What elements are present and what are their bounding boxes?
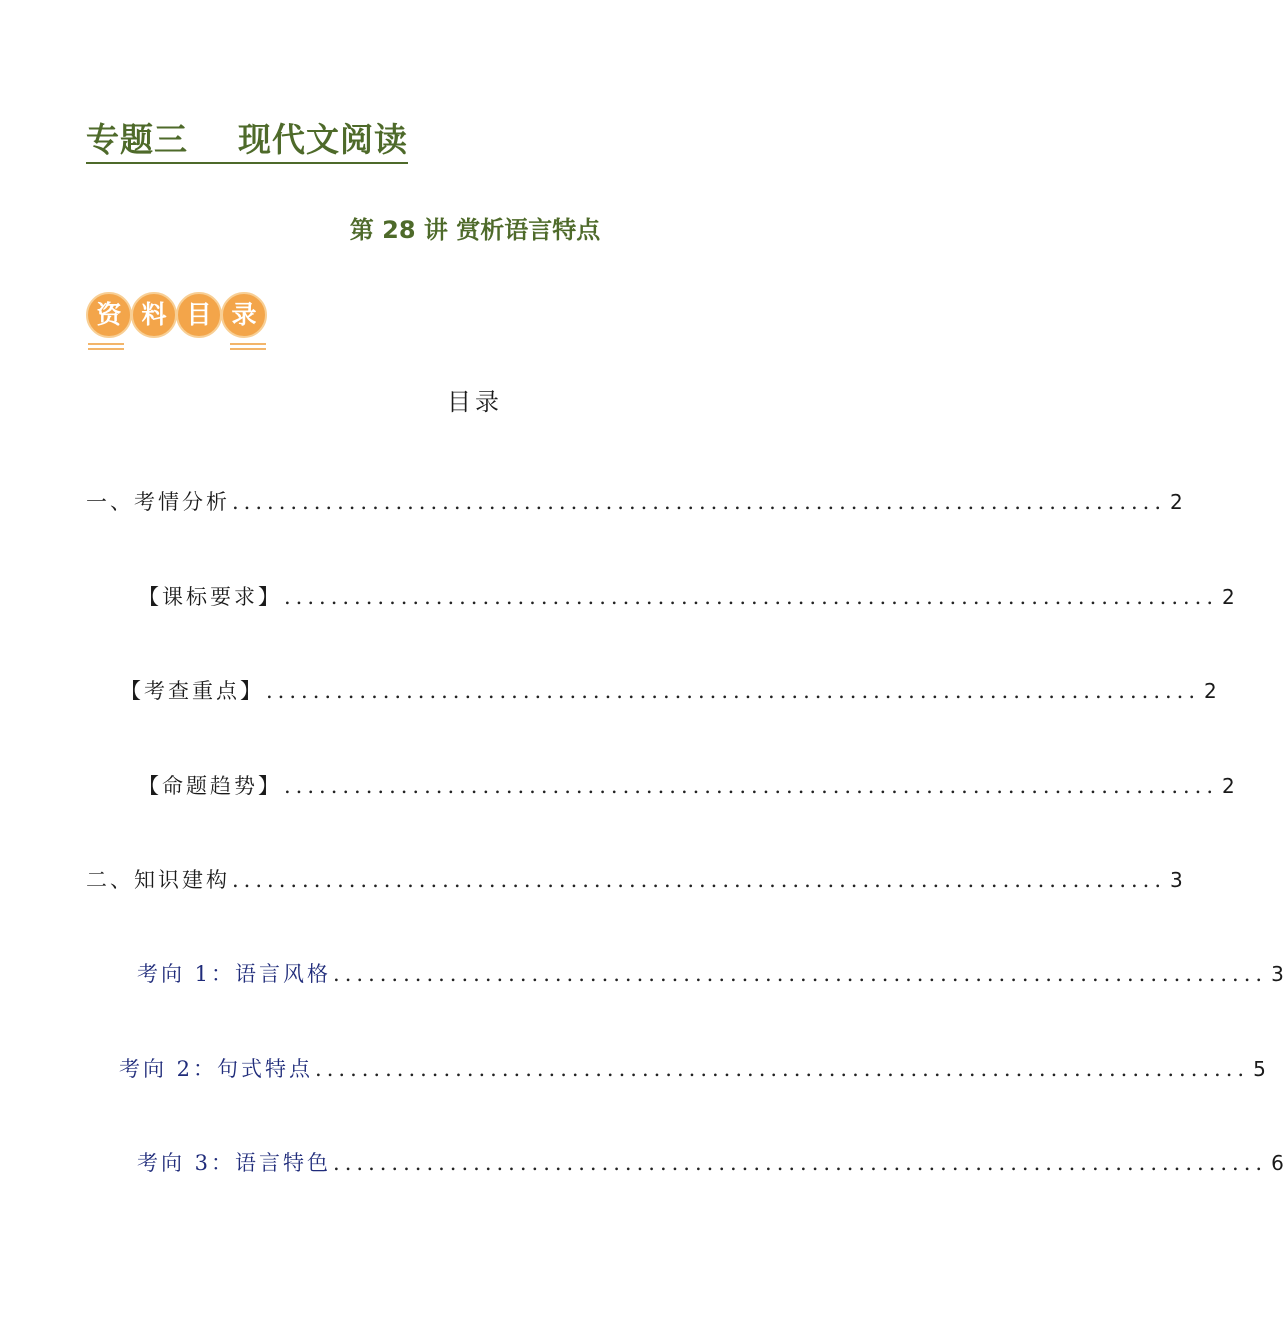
materials-toc-badge	[86, 290, 272, 352]
topic-title: 专题三 现代文阅读	[86, 118, 408, 164]
badge-underline	[230, 343, 266, 345]
toc-entry-page: 2	[1170, 490, 1183, 514]
toc-leader-dots: ................................................................................	[333, 962, 1268, 986]
toc-entry-label: 一、考情分析	[86, 490, 230, 514]
toc-entry[interactable]	[119, 1053, 1266, 1085]
badge-char: 资	[86, 292, 132, 338]
toc-entry[interactable]	[138, 581, 1235, 613]
toc-entry-label: 【考查重点】	[120, 679, 264, 703]
toc-entry-label: 考向 3：语言特色	[137, 1151, 332, 1175]
toc-entry[interactable]	[86, 864, 1183, 896]
badge-char: 录	[221, 292, 267, 338]
toc-entry-page: 2	[1204, 679, 1217, 703]
badge-underline	[88, 343, 124, 345]
toc-leader-dots: ................................................................................	[284, 774, 1219, 798]
toc-leader-dots: ................................................................................	[284, 585, 1219, 609]
lesson-title: 第 28 讲 赏析语言特点	[349, 216, 601, 244]
badge-char: 目	[176, 292, 222, 338]
toc-entry[interactable]	[137, 1147, 1284, 1179]
toc-entry-page: 2	[1222, 774, 1235, 798]
toc-entry-page: 6	[1271, 1151, 1284, 1175]
toc-leader-dots: ................................................................................	[333, 1151, 1268, 1175]
toc-entry[interactable]	[137, 958, 1284, 990]
toc-entry-label: 二、知识建构	[86, 868, 230, 892]
badge-underline	[230, 348, 266, 350]
toc-entry-label: 考向 1：语言风格	[137, 962, 332, 986]
toc-leader-dots: ................................................................................	[232, 868, 1167, 892]
toc-leader-dots: ................................................................................	[232, 490, 1167, 514]
badge-underline	[88, 348, 124, 350]
toc-entry[interactable]	[86, 486, 1183, 518]
toc-heading: 目录	[447, 388, 503, 416]
toc-entry-page: 5	[1253, 1057, 1266, 1081]
toc-leader-dots: ................................................................................	[315, 1057, 1250, 1081]
toc-entry[interactable]	[138, 770, 1235, 802]
toc-entry[interactable]	[120, 675, 1217, 707]
toc-entry-page: 2	[1222, 585, 1235, 609]
toc-entry-page: 3	[1170, 868, 1183, 892]
toc-entry-label: 考向 2：句式特点	[119, 1057, 314, 1081]
toc-entry-label: 【课标要求】	[138, 585, 282, 609]
toc-entry-page: 3	[1271, 962, 1284, 986]
toc-leader-dots: ................................................................................	[266, 679, 1201, 703]
badge-char: 料	[131, 292, 177, 338]
toc-entry-label: 【命题趋势】	[138, 774, 282, 798]
